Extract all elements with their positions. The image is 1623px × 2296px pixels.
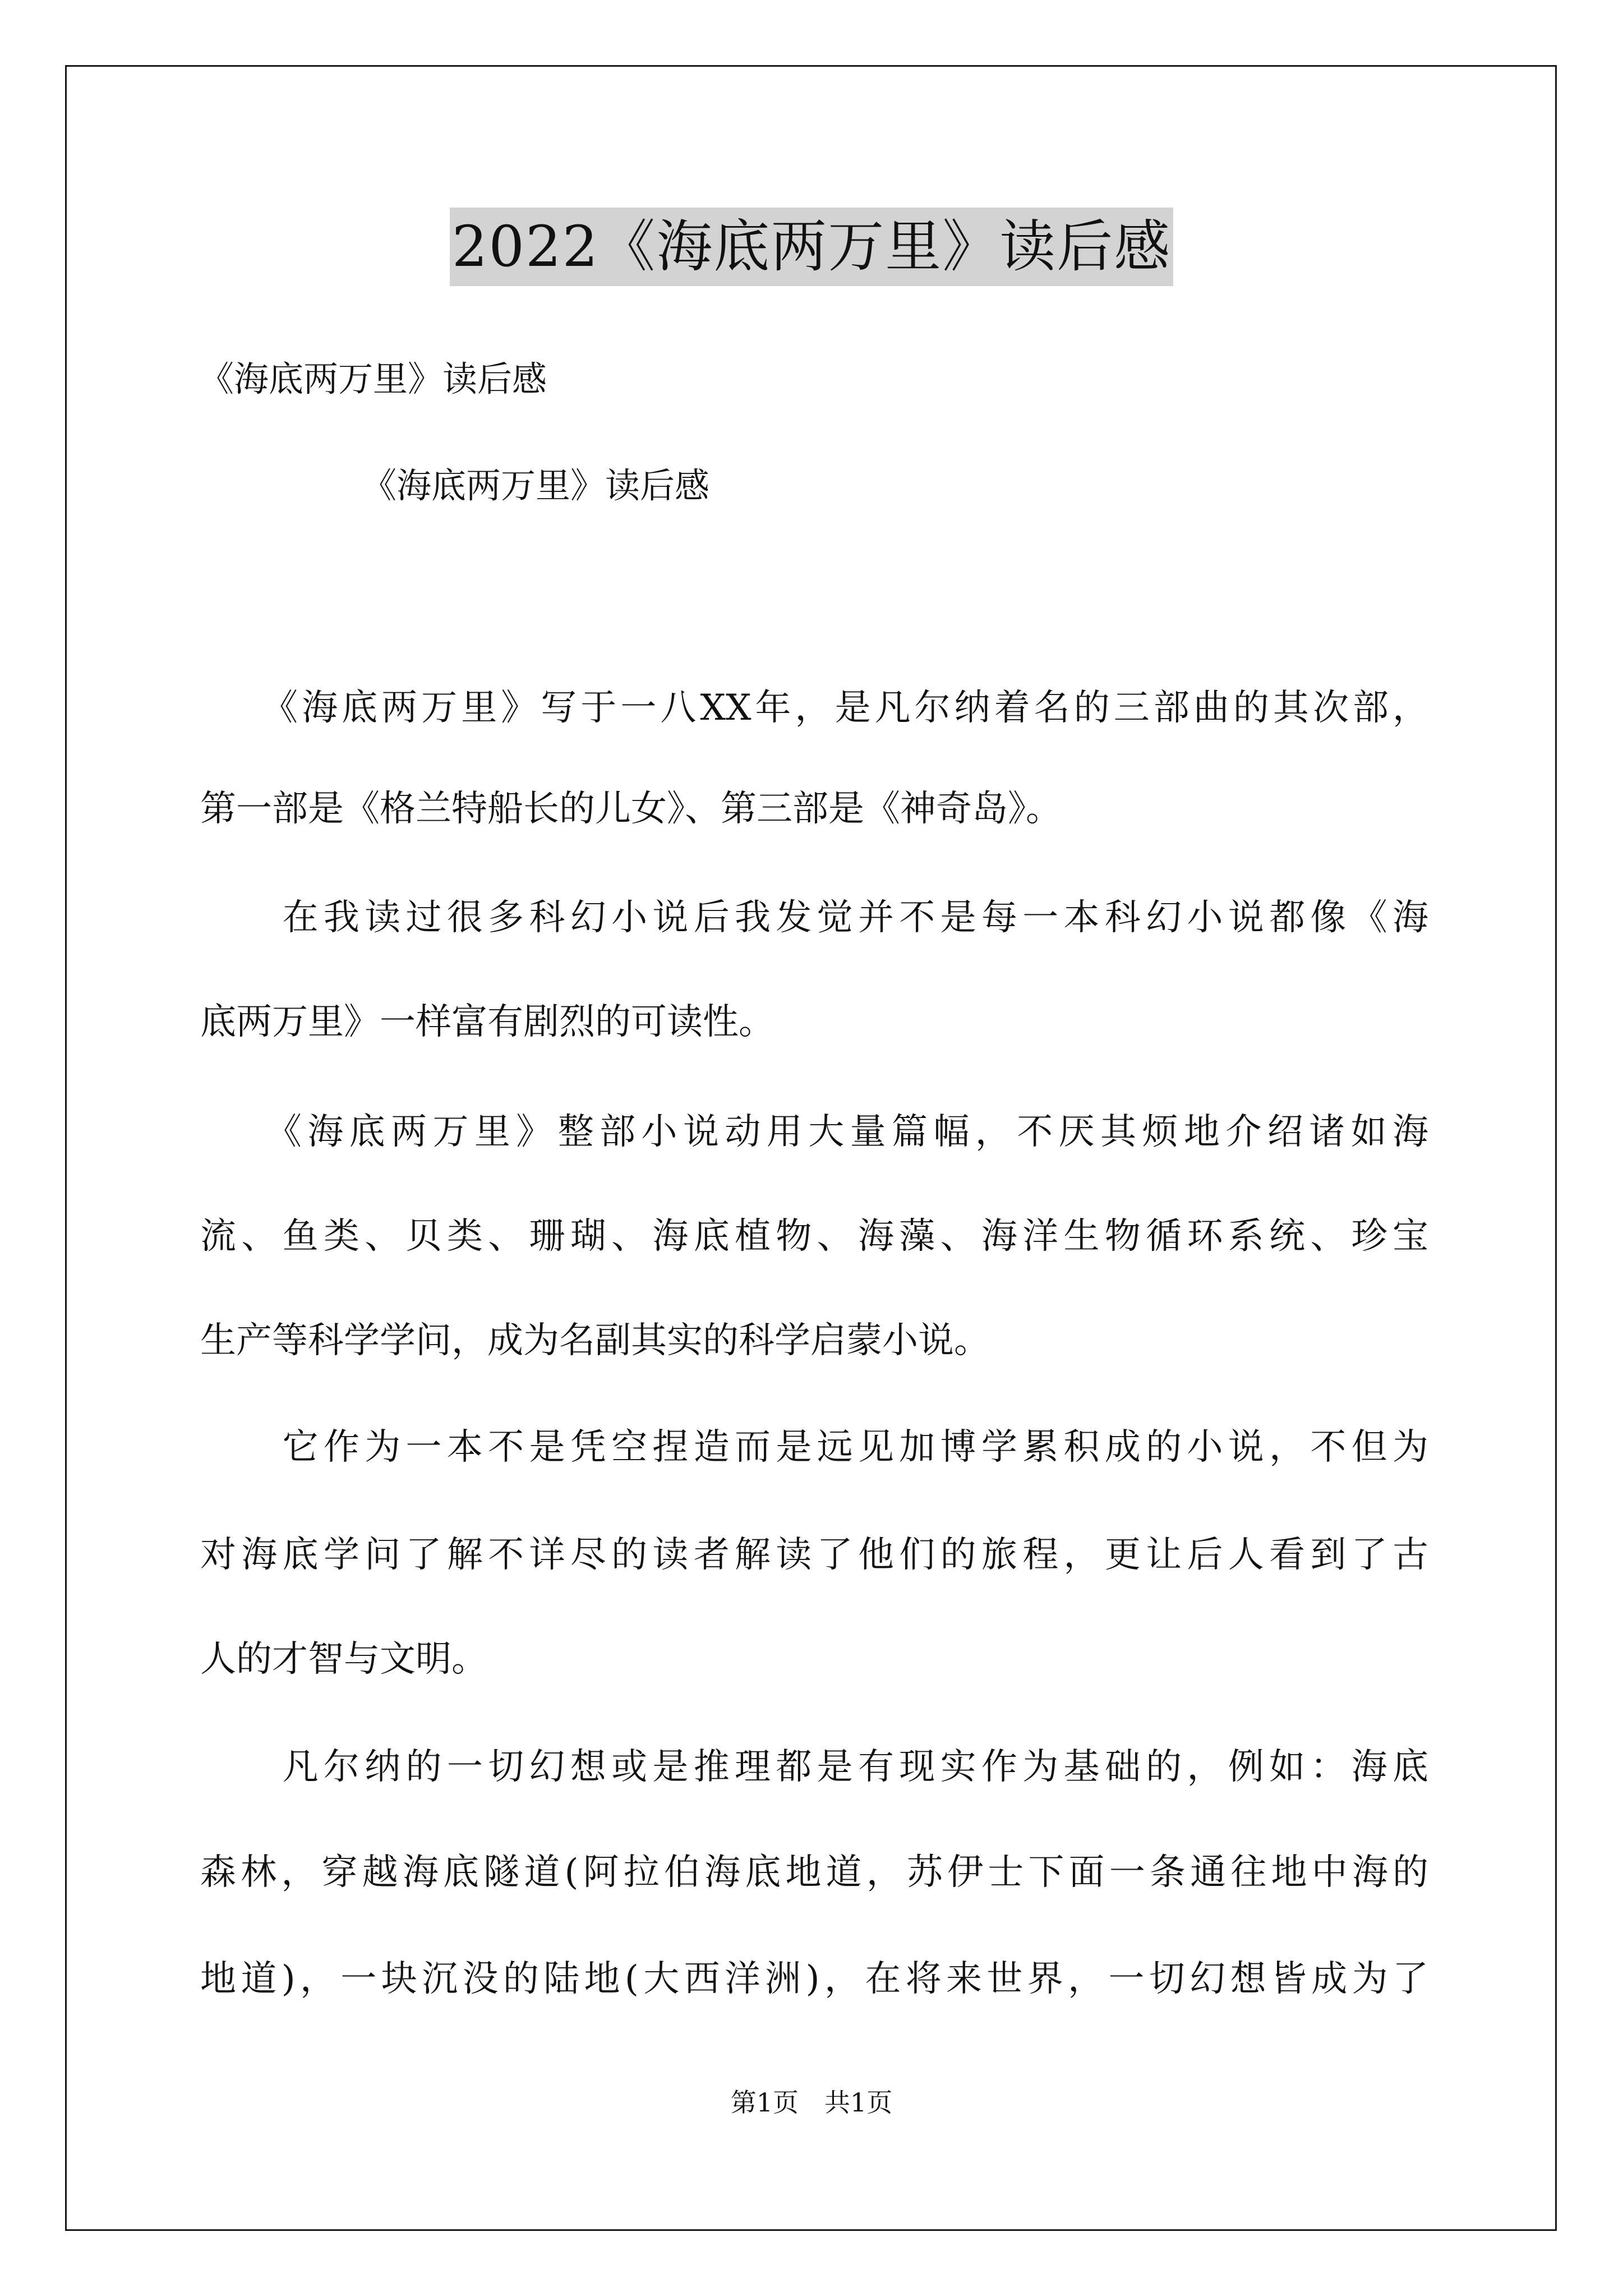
body-line: 生产等科学学问，成为名副其实的科学启蒙小说。 — [200, 1320, 990, 1361]
document-title: 2022《海底两万里》读后感 — [450, 208, 1174, 286]
body-line: 地道)，一块沉没的陆地(大西洋洲)，在将来世界，一切幻想皆成为了 — [200, 1958, 1428, 2000]
body-line: 流、鱼类、贝类、珊瑚、海底植物、海藻、海洋生物循环系统、珍宝 — [200, 1216, 1428, 1257]
body-line: 《海底两万里》整部小说动用大量篇幅，不厌其烦地介绍诸如海 — [200, 1111, 1428, 1153]
title-container — [0, 208, 1623, 286]
body-line: 人的才智与文明。 — [200, 1639, 487, 1680]
body-line: 它作为一本不是凭空捏造而是远见加博学累积成的小说，不但为 — [200, 1427, 1428, 1468]
body-line: 在我读过很多科幻小说后我发觉并不是每一本科幻小说都像《海 — [200, 897, 1428, 938]
page-footer: 第1页 共1页 — [730, 2087, 893, 2118]
body-line: 对海底学问了解不详尽的读者解读了他们的旅程，更让后人看到了古 — [200, 1534, 1428, 1576]
subtitle-line-1: 《海底两万里》读后感 — [199, 358, 547, 399]
body-line: 底两万里》一样富有剧烈的可读性。 — [200, 1001, 774, 1043]
body-line: 《海底两万里》写于一八XX年，是凡尔纳着名的三部曲的其次部， — [200, 687, 1428, 729]
subtitle-line-2: 《海底两万里》读后感 — [362, 465, 710, 506]
body-line: 凡尔纳的一切幻想或是推理都是有现实作为基础的，例如：海底 — [200, 1746, 1428, 1788]
body-line: 森林，穿越海底隧道(阿拉伯海底地道，苏伊士下面一条通往地中海的 — [200, 1852, 1428, 1893]
body-line: 第一部是《格兰特船长的儿女》、第三部是《神奇岛》。 — [200, 788, 1062, 830]
